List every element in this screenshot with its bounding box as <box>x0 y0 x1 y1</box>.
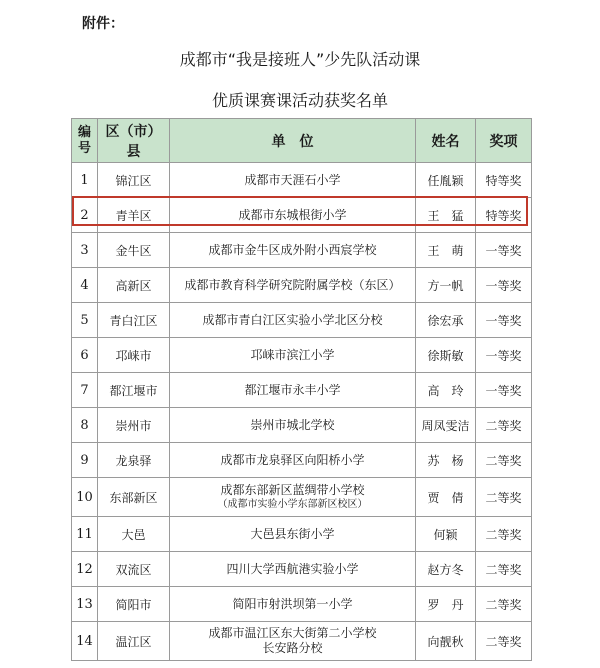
attachment-label: 附件： <box>82 16 124 32</box>
cell-no: 11 <box>72 517 98 552</box>
cell-award: 一等奖 <box>476 233 532 268</box>
cell-name: 王 猛 <box>416 198 476 233</box>
cell-name: 苏 杨 <box>416 443 476 478</box>
cell-no: 13 <box>72 587 98 622</box>
table-row <box>72 163 532 198</box>
cell-award: 特等奖 <box>476 163 532 198</box>
unit-name: 成都市温江区东大街第二小学校 <box>208 626 377 640</box>
cell-name: 徐斯敏 <box>416 338 476 373</box>
cell-district: 青羊区 <box>98 198 170 233</box>
cell-award: 一等奖 <box>476 303 532 338</box>
cell-award: 一等奖 <box>476 338 532 373</box>
cell-name: 罗 丹 <box>416 587 476 622</box>
cell-unit <box>170 622 416 661</box>
unit-name: 都江堰市永丰小学 <box>244 382 341 397</box>
table-row <box>72 443 532 478</box>
cell-district: 双流区 <box>98 552 170 587</box>
table-header-row <box>72 119 532 163</box>
cell-unit <box>170 587 416 622</box>
unit-name: 成都东部新区蓝绸带小学校 <box>220 482 365 497</box>
table-row <box>72 552 532 587</box>
cell-unit <box>170 268 416 303</box>
cell-district: 都江堰市 <box>98 373 170 408</box>
header-unit: 单 位 <box>170 119 416 163</box>
cell-district: 崇州市 <box>98 408 170 443</box>
header-name: 姓名 <box>416 119 476 163</box>
cell-district: 锦江区 <box>98 163 170 198</box>
cell-unit <box>170 163 416 198</box>
unit-name: 邛崃市滨江小学 <box>250 347 335 362</box>
cell-district: 温江区 <box>98 622 170 661</box>
cell-unit <box>170 198 416 233</box>
cell-unit <box>170 478 416 517</box>
header-award: 奖项 <box>476 119 532 163</box>
cell-district: 邛崃市 <box>98 338 170 373</box>
cell-award: 二等奖 <box>476 622 532 661</box>
table-row <box>72 587 532 622</box>
cell-name: 何颖 <box>416 517 476 552</box>
table-row <box>72 233 532 268</box>
cell-district: 东部新区 <box>98 478 170 517</box>
header-no: 编号 <box>72 119 98 163</box>
cell-no: 8 <box>72 408 98 443</box>
table-body <box>72 163 532 661</box>
cell-district: 高新区 <box>98 268 170 303</box>
table-row <box>72 373 532 408</box>
cell-unit <box>170 552 416 587</box>
cell-no: 1 <box>72 163 98 198</box>
unit-name: 成都市东城根街小学 <box>238 207 347 222</box>
cell-name: 周凤雯洁 <box>416 408 476 443</box>
cell-no: 9 <box>72 443 98 478</box>
unit-name: 四川大学西航港实验小学 <box>226 561 359 576</box>
cell-unit <box>170 233 416 268</box>
cell-name: 徐宏承 <box>416 303 476 338</box>
table-row <box>72 408 532 443</box>
unit-name: 成都市金牛区成外附小西宸学校 <box>208 242 377 257</box>
cell-name: 任胤颖 <box>416 163 476 198</box>
cell-unit <box>170 373 416 408</box>
cell-award: 二等奖 <box>476 443 532 478</box>
cell-unit <box>170 338 416 373</box>
cell-district: 青白江区 <box>98 303 170 338</box>
cell-no: 4 <box>72 268 98 303</box>
unit-name: 成都市教育科学研究院附属学校（东区） <box>184 277 401 292</box>
cell-award: 二等奖 <box>476 552 532 587</box>
unit-name: 崇州市城北学校 <box>250 417 335 432</box>
cell-no: 2 <box>72 198 98 233</box>
cell-district: 龙泉驿 <box>98 443 170 478</box>
cell-award: 二等奖 <box>476 587 532 622</box>
cell-name: 高 玲 <box>416 373 476 408</box>
unit-name-line2: （成都市实验小学东部新区校区） <box>217 498 368 510</box>
table-row <box>72 338 532 373</box>
cell-name: 向靓秋 <box>416 622 476 661</box>
table-row <box>72 198 532 233</box>
cell-district: 简阳市 <box>98 587 170 622</box>
cell-award: 一等奖 <box>476 268 532 303</box>
cell-no: 3 <box>72 233 98 268</box>
table-row <box>72 622 532 661</box>
header-district: 区（市）县 <box>98 119 170 163</box>
cell-district: 金牛区 <box>98 233 170 268</box>
unit-name: 大邑县东街小学 <box>250 526 335 541</box>
table-row <box>72 478 532 517</box>
cell-award: 二等奖 <box>476 408 532 443</box>
unit-name: 成都市天涯石小学 <box>244 172 341 187</box>
table-row <box>72 303 532 338</box>
cell-unit <box>170 517 416 552</box>
unit-name-line2: 长安路分校 <box>262 641 323 655</box>
cell-no: 14 <box>72 622 98 661</box>
cell-award: 二等奖 <box>476 517 532 552</box>
table-row <box>72 517 532 552</box>
unit-name: 成都市青白江区实验小学北区分校 <box>202 312 383 327</box>
cell-district: 大邑 <box>98 517 170 552</box>
document-title-line1: 成都市“我是接班人”少先队活动课 <box>179 50 421 69</box>
cell-no: 5 <box>72 303 98 338</box>
cell-no: 7 <box>72 373 98 408</box>
unit-name: 成都市龙泉驿区向阳桥小学 <box>220 452 365 467</box>
cell-award: 一等奖 <box>476 373 532 408</box>
cell-award: 二等奖 <box>476 478 532 517</box>
cell-no: 6 <box>72 338 98 373</box>
cell-no: 10 <box>72 478 98 517</box>
cell-name: 赵方冬 <box>416 552 476 587</box>
cell-award: 特等奖 <box>476 198 532 233</box>
unit-name: 简阳市射洪坝第一小学 <box>232 596 353 611</box>
cell-no: 12 <box>72 552 98 587</box>
cell-unit <box>170 303 416 338</box>
table-row <box>72 268 532 303</box>
cell-name: 王 萌 <box>416 233 476 268</box>
cell-unit <box>170 443 416 478</box>
awards-table <box>71 118 532 661</box>
cell-unit <box>170 408 416 443</box>
cell-name: 贾 倩 <box>416 478 476 517</box>
cell-name: 方一帆 <box>416 268 476 303</box>
document-title-line2: 优质课赛课活动获奖名单 <box>211 91 388 110</box>
